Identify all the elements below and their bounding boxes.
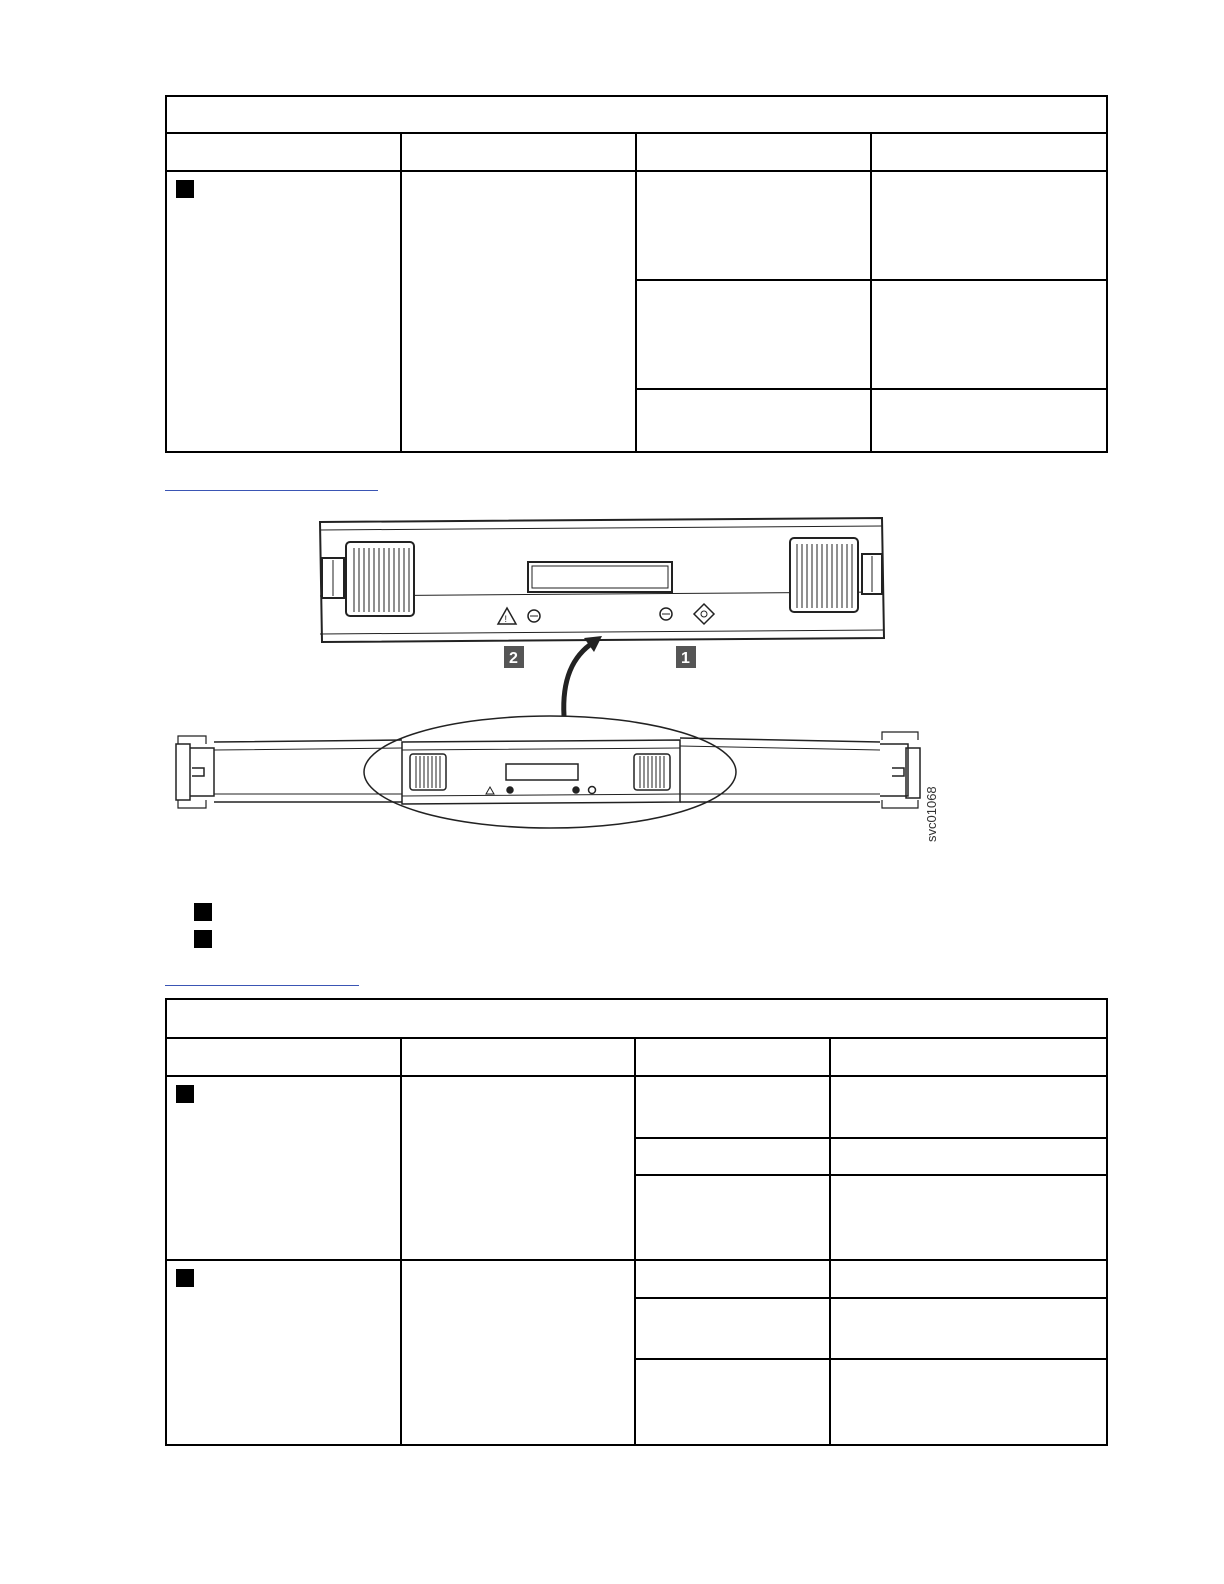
table-cell xyxy=(635,1175,830,1260)
callout-2 xyxy=(504,646,524,668)
header-cell xyxy=(166,133,401,171)
led-table-top xyxy=(165,95,1108,453)
table-cell xyxy=(401,1076,635,1260)
legend-item xyxy=(194,903,212,923)
table-cell xyxy=(830,1298,1107,1359)
svg-text:1: 1 xyxy=(681,650,690,667)
header-cell xyxy=(635,1038,830,1076)
led-table-bottom xyxy=(165,998,1108,1446)
table-row xyxy=(166,171,1107,280)
table-caption-cell xyxy=(166,96,1107,133)
table-cell xyxy=(635,1298,830,1359)
zoom-arrow xyxy=(564,636,602,716)
battery-full-view xyxy=(176,732,920,808)
enlarged-panel xyxy=(320,518,884,642)
table-cell xyxy=(636,171,871,280)
header-cell xyxy=(401,1038,635,1076)
table-link-rule[interactable] xyxy=(165,985,359,986)
table-cell xyxy=(401,1260,635,1445)
header-cell xyxy=(401,133,636,171)
table-cell xyxy=(636,280,871,389)
callout-marker-icon xyxy=(176,1085,194,1103)
table-header-row xyxy=(166,1038,1107,1076)
battery-figure xyxy=(170,510,940,850)
table-cell xyxy=(635,1138,830,1175)
table-cell xyxy=(871,171,1107,280)
callout-marker-icon xyxy=(194,903,212,921)
table-cell xyxy=(871,389,1107,452)
table-row xyxy=(166,1076,1107,1138)
callout-marker-icon xyxy=(176,180,194,198)
table-cell xyxy=(401,171,636,452)
table-caption-row xyxy=(166,999,1107,1038)
table-header-row xyxy=(166,133,1107,171)
callout-cell xyxy=(166,1076,401,1260)
table-cell xyxy=(871,280,1107,389)
table-cell xyxy=(830,1076,1107,1138)
header-cell xyxy=(830,1038,1107,1076)
callout-marker-icon xyxy=(194,930,212,948)
table-cell xyxy=(635,1260,830,1298)
svg-text:2: 2 xyxy=(509,650,518,667)
table-cell xyxy=(830,1175,1107,1260)
figure-link-rule[interactable] xyxy=(165,490,378,491)
table-cell xyxy=(830,1138,1107,1175)
figure-id: svc01068 xyxy=(924,786,939,842)
header-cell xyxy=(166,1038,401,1076)
table-cell xyxy=(636,389,871,452)
callout-cell xyxy=(166,1260,401,1445)
table-cell xyxy=(830,1359,1107,1445)
table-caption-cell xyxy=(166,999,1107,1038)
header-cell xyxy=(871,133,1107,171)
svg-text:!: ! xyxy=(504,614,508,624)
legend-item xyxy=(194,930,212,950)
table-cell xyxy=(635,1359,830,1445)
table-cell xyxy=(830,1260,1107,1298)
table-row xyxy=(166,1260,1107,1298)
table-caption-row xyxy=(166,96,1107,133)
callout-marker-icon xyxy=(176,1269,194,1287)
header-cell xyxy=(636,133,871,171)
callout-1 xyxy=(676,646,696,668)
callout-cell xyxy=(166,171,401,452)
table-cell xyxy=(635,1076,830,1138)
